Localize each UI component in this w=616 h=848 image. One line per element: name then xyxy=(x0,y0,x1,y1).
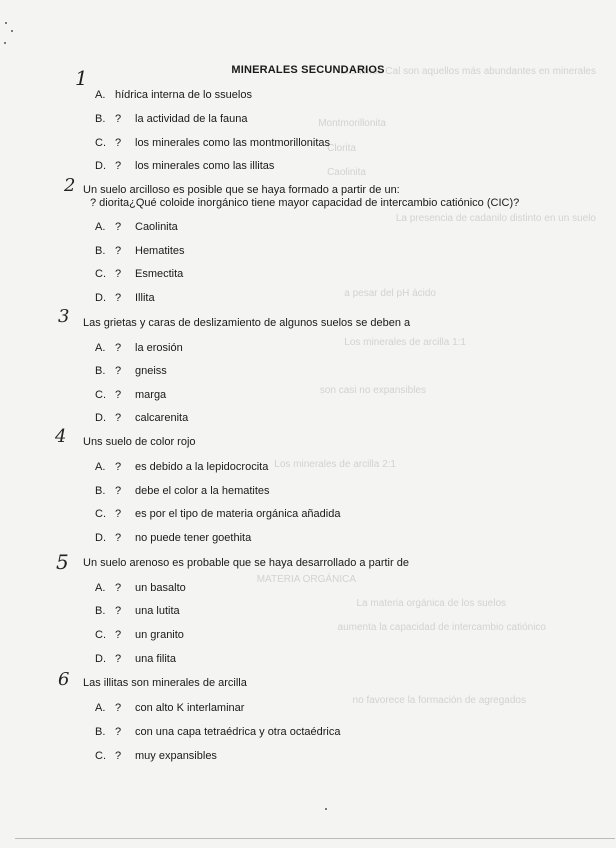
option-text: calcarenita xyxy=(135,412,189,424)
option-2b xyxy=(95,245,185,257)
bleed-through-text: Los limos Cal son aquellos más abundantes en minerales xyxy=(340,66,596,77)
question-3-stem: Las grietas y caras de deslizamiento de algunos suelos se deben a xyxy=(83,317,411,329)
option-letter: D. xyxy=(95,532,106,544)
option-4b xyxy=(95,485,270,497)
scan-edge-line xyxy=(15,838,615,839)
option-mark: ? xyxy=(115,292,122,304)
option-mark: ? xyxy=(115,485,122,497)
option-letter: C. xyxy=(95,629,106,641)
option-mark: ? xyxy=(115,137,122,149)
option-mark: ? xyxy=(115,412,122,424)
option-5c xyxy=(95,629,184,641)
option-2a xyxy=(95,221,178,233)
option-mark: ? xyxy=(115,532,122,544)
question-6-stem: Las illitas son minerales de arcilla xyxy=(83,677,247,689)
option-letter: A. xyxy=(95,461,106,473)
bleed-through-text: MATERIA ORGÁNICA xyxy=(256,574,356,585)
option-3b xyxy=(95,365,167,377)
option-letter: D. xyxy=(95,653,106,665)
option-letter: B. xyxy=(95,113,106,125)
option-mark: ? xyxy=(115,160,122,172)
option-2d xyxy=(95,292,155,304)
option-letter: B. xyxy=(95,485,106,497)
option-letter: C. xyxy=(95,137,106,149)
option-mark: ? xyxy=(115,653,122,665)
option-letter: C. xyxy=(95,508,106,520)
option-4c xyxy=(95,508,340,520)
option-text: Caolinita xyxy=(135,221,178,233)
option-text: una filita xyxy=(135,653,176,665)
option-6b xyxy=(95,726,340,738)
option-6a xyxy=(95,702,244,714)
option-5b xyxy=(95,605,180,617)
option-text: Hematites xyxy=(135,245,185,257)
option-text: con una capa tetraédrica y otra octaédrica xyxy=(135,726,341,738)
option-letter: D. xyxy=(95,412,106,424)
option-letter: B. xyxy=(95,605,106,617)
page-title: MINERALES SECUNDARIOS xyxy=(231,64,385,76)
option-letter: C. xyxy=(95,750,106,762)
option-1a xyxy=(95,89,252,101)
question-number-2: 2 xyxy=(64,175,76,196)
option-letter: A. xyxy=(95,221,106,233)
option-mark: ? xyxy=(115,508,122,520)
question-4-stem: Uns suelo de color rojo xyxy=(83,436,196,448)
bleed-through-text: La materia orgánica de los suelos xyxy=(356,598,506,609)
option-letter: D. xyxy=(95,292,106,304)
option-mark: ? xyxy=(115,750,122,762)
option-text: la actividad de la fauna xyxy=(135,113,248,125)
scan-speck xyxy=(5,22,7,24)
option-mark: ? xyxy=(115,365,122,377)
option-5a xyxy=(95,582,186,594)
scan-speck xyxy=(325,808,327,810)
question-number-4: 4 xyxy=(55,426,67,447)
option-4d xyxy=(95,532,251,544)
bleed-through-text: no favorece la formación de agregados xyxy=(352,695,526,706)
question-5-stem: Un suelo arenoso es probable que se haya desarrollado a partir de xyxy=(83,557,409,569)
option-mark: ? xyxy=(115,342,122,354)
option-3c xyxy=(95,389,166,401)
question-2-stem-line2: ? diorita¿Qué coloide inorgánico tiene mayor capacidad de intercambio catiónico (CIC)? xyxy=(90,197,520,209)
scan-speck xyxy=(11,30,13,32)
option-letter: A. xyxy=(95,702,106,714)
option-text: la erosión xyxy=(135,342,183,354)
option-mark: ? xyxy=(115,113,122,125)
option-mark: ? xyxy=(115,629,122,641)
option-text: gneiss xyxy=(135,365,167,377)
option-mark: ? xyxy=(115,389,122,401)
bleed-through-text: Clorita xyxy=(327,143,356,154)
option-letter: B. xyxy=(95,726,106,738)
option-mark: ? xyxy=(115,245,122,257)
option-text: los minerales como las montmorillonitas xyxy=(135,137,331,149)
scan-speck xyxy=(4,42,6,44)
option-text: no puede tener goethita xyxy=(135,532,252,544)
question-number-6: 6 xyxy=(58,669,70,690)
option-letter: C. xyxy=(95,268,106,280)
option-3d xyxy=(95,412,188,424)
option-text: marga xyxy=(135,389,167,401)
option-letter: B. xyxy=(95,365,106,377)
bleed-through-text: son casi no expansibles xyxy=(319,385,426,396)
bleed-through-text: a pesar del pH ácido xyxy=(344,288,436,299)
option-1b xyxy=(95,113,248,125)
option-2c xyxy=(95,268,183,280)
option-letter: B. xyxy=(95,245,106,257)
option-mark: ? xyxy=(115,221,122,233)
option-letter: C. xyxy=(95,389,106,401)
option-text: es debido a la lepidocrocita xyxy=(135,461,269,473)
option-letter: A. xyxy=(95,582,106,594)
option-text: hídrica interna de lo ssuelos xyxy=(115,89,252,101)
option-letter: A. xyxy=(95,89,106,101)
question-2-stem: Un suelo arcilloso es posible que se haya formado a partir de un: xyxy=(83,184,400,196)
option-text: un basalto xyxy=(135,582,186,594)
bleed-through-text: Montmorillonita xyxy=(318,118,386,129)
option-text: un granito xyxy=(135,629,184,641)
option-text: los minerales como las illitas xyxy=(135,160,275,172)
option-1c xyxy=(95,137,330,149)
question-number-5: 5 xyxy=(56,550,69,574)
option-letter: D. xyxy=(95,160,106,172)
bleed-through-text: aumenta la capacidad de intercambio catiónico xyxy=(337,622,546,633)
option-3a xyxy=(95,342,183,354)
option-text: Illita xyxy=(135,292,155,304)
option-text: muy expansibles xyxy=(135,750,217,762)
option-letter: A. xyxy=(95,342,106,354)
option-text: debe el color a la hematites xyxy=(135,485,270,497)
bleed-through-text: Caolinita xyxy=(327,167,366,178)
bleed-through-text: Los minerales de arcilla 1:1 xyxy=(344,337,466,348)
option-text: con alto K interlaminar xyxy=(135,702,245,714)
option-mark: ? xyxy=(115,726,122,738)
option-mark: ? xyxy=(115,461,122,473)
option-text: es por el tipo de materia orgánica añadida xyxy=(135,508,341,520)
option-mark: ? xyxy=(115,582,122,594)
option-text: Esmectita xyxy=(135,268,184,280)
question-number-1: 1 xyxy=(75,66,88,90)
option-5d xyxy=(95,653,176,665)
question-number-3: 3 xyxy=(58,306,70,327)
option-4a xyxy=(95,461,268,473)
bleed-through-text: La presencia de cadanilo distinto en un suelo xyxy=(395,213,596,224)
option-6c xyxy=(95,750,217,762)
option-mark: ? xyxy=(115,702,122,714)
option-mark: ? xyxy=(115,268,122,280)
option-1d xyxy=(95,160,274,172)
option-mark: ? xyxy=(115,605,122,617)
bleed-through-text: Los minerales de arcilla 2:1 xyxy=(274,459,396,470)
option-text: una lutita xyxy=(135,605,180,617)
